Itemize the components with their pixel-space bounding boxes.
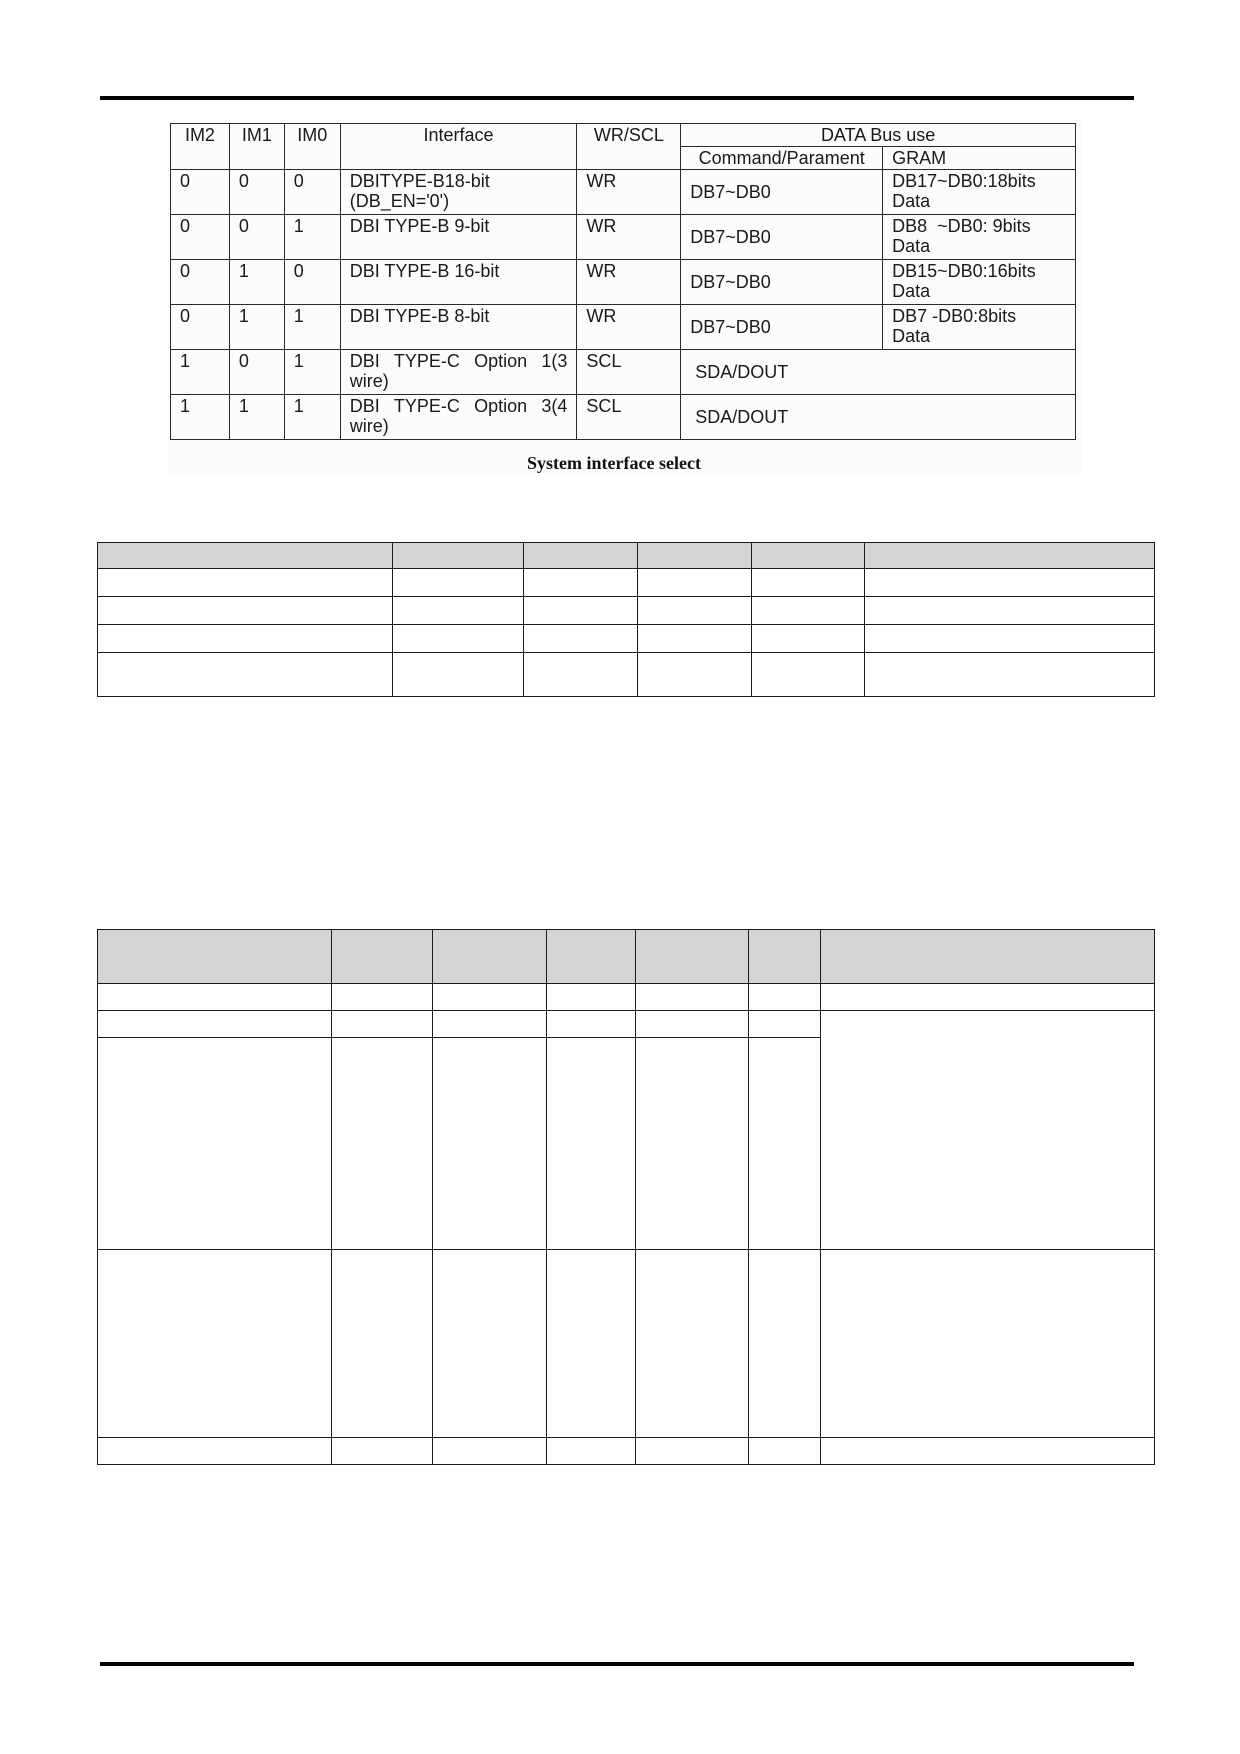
cell-wr: WR xyxy=(577,260,681,305)
cell-data-serial: SDA/DOUT xyxy=(681,350,1076,395)
header-data-bus-use: DATA Bus use xyxy=(681,124,1076,147)
table-row xyxy=(171,170,1076,215)
table-row xyxy=(171,260,1076,305)
cell-gram xyxy=(883,305,1076,350)
header-interface: Interface xyxy=(340,124,577,170)
interface-line-1: DBI TYPE-B 8-bit xyxy=(349,306,490,326)
table-row xyxy=(98,569,1155,597)
interface-line-1: DBI TYPE-B 16-bit xyxy=(349,261,500,281)
cell-im2: 1 xyxy=(171,395,230,440)
cell-im2: 0 xyxy=(171,305,230,350)
table-row xyxy=(98,625,1155,653)
cell-interface xyxy=(340,305,577,350)
cell-im1: 0 xyxy=(229,170,284,215)
cell-interface xyxy=(340,395,577,440)
table-row xyxy=(98,1011,1155,1038)
figure-caption: System interface select xyxy=(527,453,701,473)
cell-im2: 0 xyxy=(171,215,230,260)
cell-im0: 1 xyxy=(284,305,340,350)
interface-word: DBI xyxy=(349,351,380,371)
cell-im1: 0 xyxy=(229,215,284,260)
table-header-row xyxy=(98,543,1155,569)
table-row xyxy=(98,984,1155,1011)
cell-command: DB7~DB0 xyxy=(681,215,883,260)
header-gram: GRAM xyxy=(883,147,1076,170)
interface-word: Option xyxy=(474,396,528,416)
interface-line-1 xyxy=(350,396,568,416)
interface-line-2: wire) xyxy=(349,371,389,391)
gram-line-1: DB17~DB0:18bits xyxy=(892,171,1036,191)
table-header-row xyxy=(98,930,1155,984)
cell-wr: WR xyxy=(577,215,681,260)
gram-line-2: Data xyxy=(892,281,931,301)
interface-line-1 xyxy=(350,351,568,371)
cell-im1: 1 xyxy=(229,395,284,440)
interface-word: Option xyxy=(474,351,528,371)
interface-word: DBI xyxy=(349,396,380,416)
cell-gram xyxy=(883,215,1076,260)
interface-line-1: DBI TYPE-B 9-bit xyxy=(349,216,490,236)
gram-line-1: DB8 ~DB0: 9bits xyxy=(892,216,1031,236)
gram-line-2: Data xyxy=(892,236,931,256)
cell-im0: 0 xyxy=(284,170,340,215)
cell-wr: SCL xyxy=(577,395,681,440)
cell-interface xyxy=(340,215,577,260)
cell-im2: 0 xyxy=(171,260,230,305)
header-wr-scl: WR/SCL xyxy=(577,124,681,170)
cell-wr: WR xyxy=(577,170,681,215)
interface-word: 1(3 xyxy=(541,351,568,371)
cell-command: DB7~DB0 xyxy=(681,305,883,350)
cell-data-serial: SDA/DOUT xyxy=(681,395,1076,440)
empty-table-2 xyxy=(97,929,1155,1465)
cell-wr: SCL xyxy=(577,350,681,395)
header-command-parament: Command/Parament xyxy=(681,147,883,170)
table-row xyxy=(98,653,1155,697)
cell-im1: 0 xyxy=(229,350,284,395)
system-interface-figure xyxy=(168,120,1082,475)
gram-line-1: DB15~DB0:16bits xyxy=(892,261,1036,281)
header-im0: IM0 xyxy=(284,124,340,170)
table-header-row xyxy=(171,124,1076,147)
gram-line-2: Data xyxy=(892,326,931,346)
interface-line-1: DBITYPE-B18-bit xyxy=(349,171,490,191)
table-row xyxy=(98,597,1155,625)
bottom-rule xyxy=(100,1662,1134,1666)
cell-interface xyxy=(340,170,577,215)
cell-im1: 1 xyxy=(229,260,284,305)
empty-table-1 xyxy=(97,542,1155,697)
system-interface-table xyxy=(170,123,1076,440)
header-im1: IM1 xyxy=(229,124,284,170)
gram-line-2: Data xyxy=(892,191,931,211)
interface-line-2: wire) xyxy=(349,416,389,436)
cell-im0: 1 xyxy=(284,395,340,440)
cell-wr: WR xyxy=(577,305,681,350)
cell-im0: 1 xyxy=(284,350,340,395)
interface-line-2: (DB_EN='0') xyxy=(349,191,450,211)
cell-im1: 1 xyxy=(229,305,284,350)
cell-command: DB7~DB0 xyxy=(681,260,883,305)
cell-im2: 1 xyxy=(171,350,230,395)
cell-gram xyxy=(883,260,1076,305)
table-row xyxy=(171,305,1076,350)
top-rule xyxy=(100,96,1134,100)
interface-word: TYPE-C xyxy=(393,351,460,371)
cell-im0: 1 xyxy=(284,215,340,260)
table-row xyxy=(98,1250,1155,1438)
header-im2: IM2 xyxy=(171,124,230,170)
interface-word: TYPE-C xyxy=(393,396,460,416)
gram-line-1: DB7 -DB0:8bits xyxy=(892,306,1017,326)
cell-im0: 0 xyxy=(284,260,340,305)
cell-command: DB7~DB0 xyxy=(681,170,883,215)
table-row xyxy=(171,395,1076,440)
cell-gram xyxy=(883,170,1076,215)
table-row xyxy=(171,215,1076,260)
table-row xyxy=(98,1438,1155,1465)
cell-interface xyxy=(340,260,577,305)
cell-im2: 0 xyxy=(171,170,230,215)
cell-interface xyxy=(340,350,577,395)
interface-word: 3(4 xyxy=(541,396,568,416)
table-row xyxy=(171,350,1076,395)
